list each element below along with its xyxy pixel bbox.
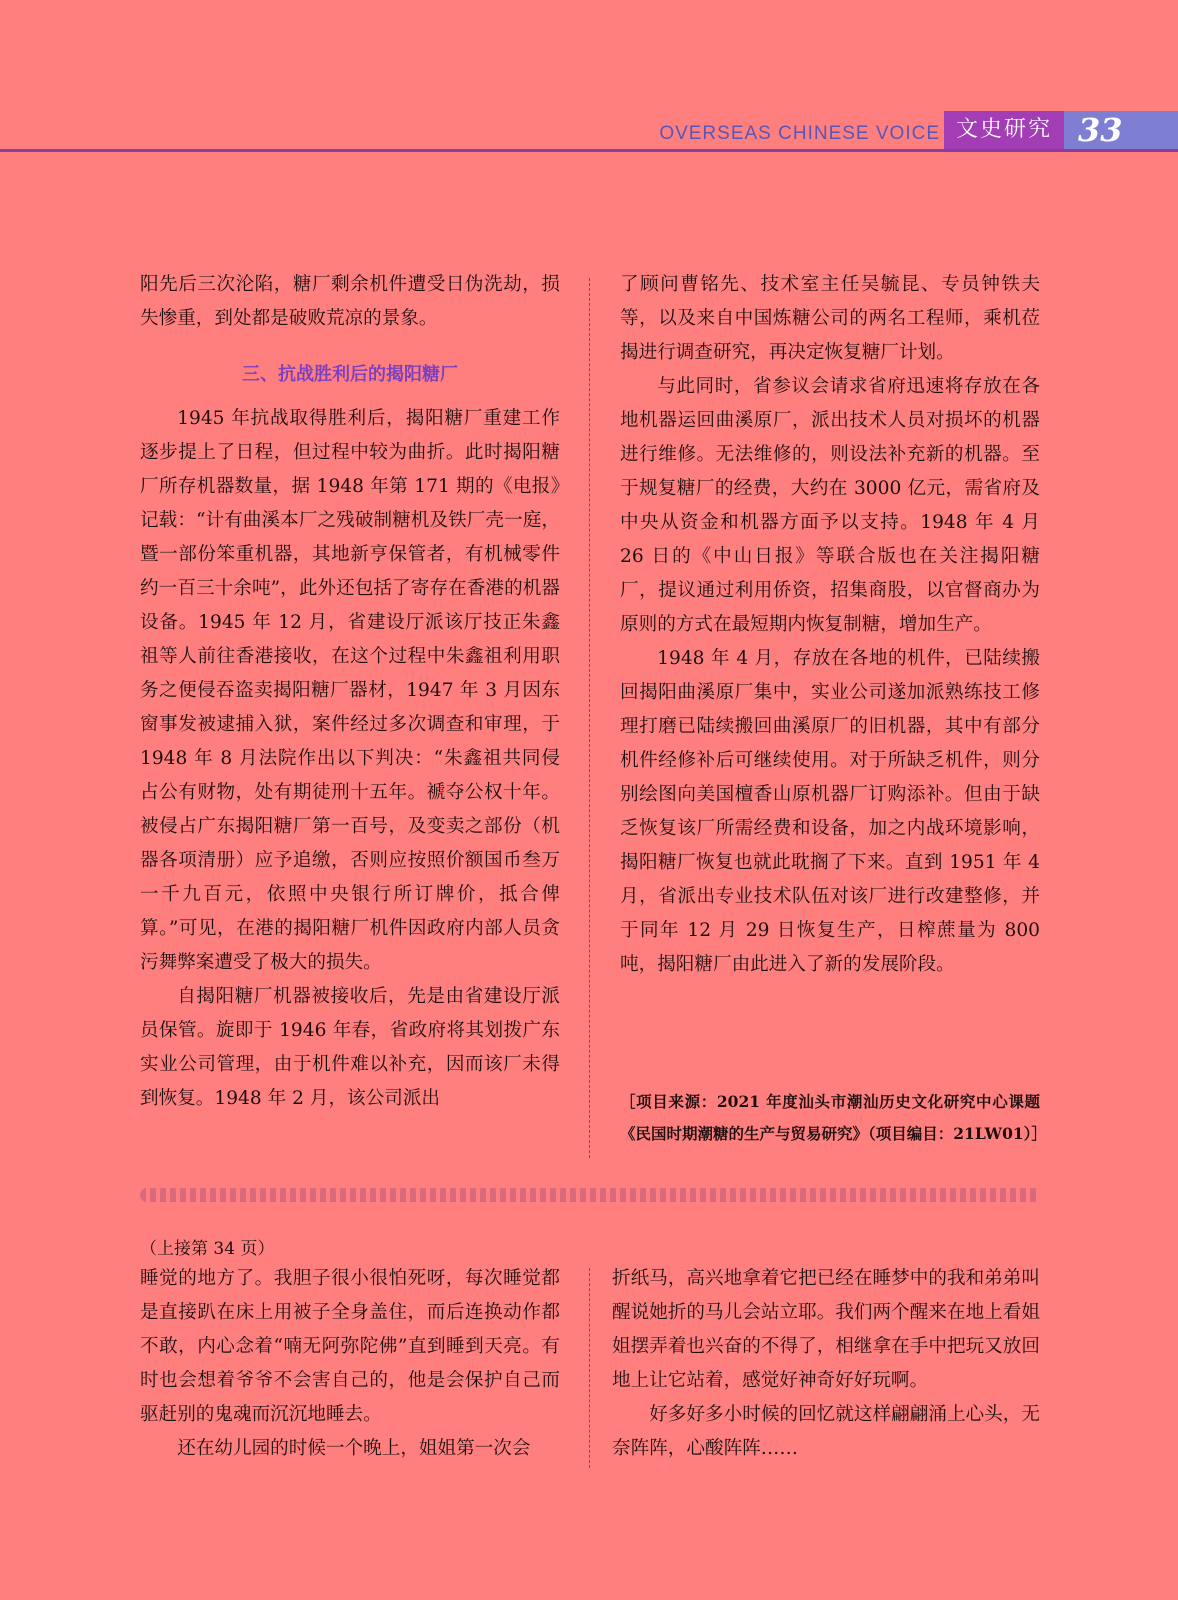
ornamental-divider <box>140 1188 1040 1202</box>
paragraph: 1945 年抗战取得胜利后，揭阳糖厂重建工作逐步提上了日程，但过程中较为曲折。此时揭阳糖厂所存机器数量，据 1948 年第 171 期的《电报》记载：“计有曲溪本厂之残破制糖机及铁厂壳一庭，暨一部份笨重机器，其地新亨保管者，有机械零件约一百三十余吨”，此外还包括了寄存在香港的机器设备。1945 年 12 月，省建设厅派该厅技正朱鑫祖等人前往香港接收，在这个过程中朱鑫祖利用职务之便侵吞盗卖揭阳糖厂器材，1947 年 3 月因东窗事发被逮捕入狱，案件经过多次调查和审理，于 1948 年 8 月法院作出以下判决：“朱鑫祖共同侵占公有财物，处有期徒刑十五年。褫夺公权十年。被侵占广东揭阳糖厂第一百号，及变卖之部份（机器各项清册）应予追缴，否则应按照价额国币叁万一千九百元，依照中央银行所订牌价，抵合俾算。”可见，在港的揭阳糖厂机件因政府内部人员贪污舞弊案遭受了极大的损失。 <box>140 408 560 973</box>
top-left-column <box>140 268 560 1116</box>
column-divider <box>589 278 590 1158</box>
paragraph: 还在幼儿园的时候一个晚上，姐姐第一次会 <box>177 1438 531 1459</box>
paragraph: 与此同时，省参议会请求省府迅速将存放在各地机器运回曲溪原厂，派出技术人员对损坏的机器进行维修。无法维修的，则设法补充新的机器。至于规复糖厂的经费，大约在 3000 亿元，需省府及中央从资金和机器方面予以支持。1948 年 4 月 26 日的《中山日报》等联合版也在关注揭阳糖厂，提议通过利用侨资，招集商股，以官督商办为原则的方式在最短期内恢复制糖，增加生产。 <box>620 376 1040 635</box>
column-divider <box>589 1268 590 1468</box>
paragraph: 阳先后三次沦陷，糖厂剩余机件遭受日伪洗劫，损失惨重，到处都是破败荒凉的景象。 <box>140 274 560 329</box>
paragraph: 自揭阳糖厂机器被接收后，先是由省建设厅派员保管。旋即于 1946 年春，省政府将其划拨广东实业公司管理，由于机件难以补充，因而该厂未得到恢复。1948 年 2 月，该公司派出 <box>140 986 560 1109</box>
page-number: 33 <box>1064 111 1178 149</box>
project-source-note: ［项目来源：2021 年度汕头市潮汕历史文化研究中心课题《民国时期潮糖的生产与贸易研究》（项目编目：21LW01）］ <box>620 1092 1047 1143</box>
paragraph: 了顾问曹铭先、技术室主任吴毓昆、专员钟铁夫等，以及来自中国炼糖公司的两名工程师，乘机莅揭进行调查研究，再决定恢复糖厂计划。 <box>620 274 1040 363</box>
magazine-name: OVERSEAS CHINESE VOICE <box>659 123 940 144</box>
header-rule <box>0 149 1178 152</box>
section-heading: 三、抗战胜利后的揭阳糖厂 <box>242 364 458 385</box>
bottom-left-column <box>140 1262 560 1466</box>
bottom-right-column <box>612 1262 1040 1466</box>
paragraph: 好多好多小时候的回忆就这样翩翩涌上心头，无奈阵阵，心酸阵阵…… <box>612 1404 1040 1459</box>
paragraph: 睡觉的地方了。我胆子很小很怕死呀，每次睡觉都是直接趴在床上用被子全身盖住，而后连换动作都不敢，内心念着“喃无阿弥陀佛”直到睡到天亮。有时也会想着爷爷不会害自己的，他是会保护自己而驱赶别的鬼魂而沉沉地睡去。 <box>140 1268 560 1425</box>
section-tag: 文史研究 <box>944 111 1064 149</box>
paragraph: 1948 年 4 月，存放在各地的机件，已陆续搬回揭阳曲溪原厂集中，实业公司遂加派熟练技工修理打磨已陆续搬回曲溪原厂的旧机器，其中有部分机件经修补后可继续使用。对于所缺乏机件，则分别绘图向美国檀香山原机器厂订购添补。但由于缺乏恢复该厂所需经费和设备，加之内战环境影响，揭阳糖厂恢复也就此耽搁了下来。直到 1951 年 4 月，省派出专业技术队伍对该厂进行改建整修，并于同年 12 月 29 日恢复生产，日榨蔗量为 800 吨，揭阳糖厂由此进入了新的发展阶段。 <box>620 648 1040 975</box>
continued-note: （上接第 34 页） <box>140 1239 275 1259</box>
top-right-column <box>620 268 1040 982</box>
page-header <box>0 108 1178 152</box>
paragraph: 折纸马，高兴地拿着它把已经在睡梦中的我和弟弟叫醒说她折的马儿会站立耶。我们两个醒来在地上看姐姐摆弄着也兴奋的不得了，相继拿在手中把玩又放回地上让它站着，感觉好神奇好好玩啊。 <box>612 1268 1040 1391</box>
